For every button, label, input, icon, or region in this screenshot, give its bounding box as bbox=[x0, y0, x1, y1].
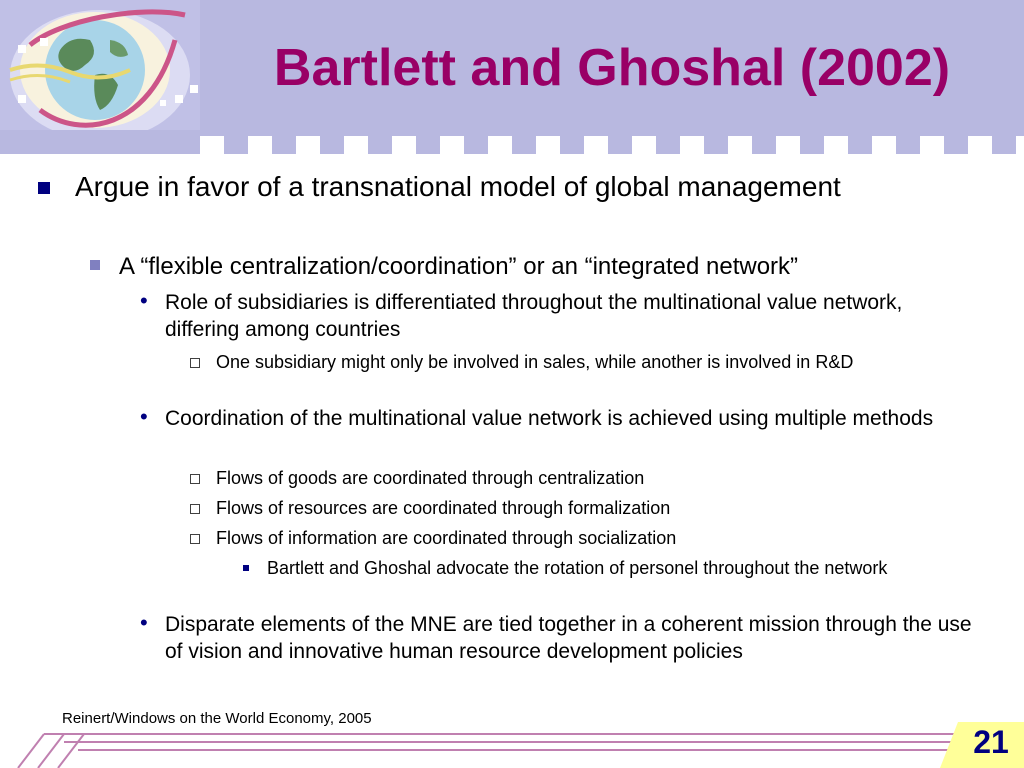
small-square-bullet-icon bbox=[243, 565, 249, 571]
bullet-level4: Flows of goods are coordinated through centralization bbox=[216, 468, 645, 488]
bullet-level2: A “flexible centralization/coordination” or an “integrated network” bbox=[119, 253, 799, 280]
bullet-level3: Disparate elements of the MNE are tied together in a coherent mission through the use of vision and innovative human resource development policies bbox=[165, 613, 972, 663]
slide-header bbox=[0, 0, 1024, 154]
header-checker-strip bbox=[0, 130, 1024, 154]
slide-title: Bartlett and Ghoshal (2002) bbox=[273, 39, 951, 97]
footer-decoration bbox=[0, 722, 1024, 768]
bullet-level4: Flows of information are coordinated through socialization bbox=[216, 528, 677, 548]
bullet-level1: Argue in favor of a transnational model of global management bbox=[75, 171, 841, 202]
hollow-square-bullet-icon bbox=[190, 474, 200, 484]
bullet-level3: Role of subsidiaries is differentiated throughout the multinational value network, differing among countries bbox=[165, 291, 903, 341]
dot-bullet-icon: • bbox=[140, 610, 148, 635]
page-number: 21 bbox=[973, 724, 1009, 760]
bullet-level3: Coordination of the multinational value network is achieved using multiple methods bbox=[165, 407, 934, 430]
bullet-level5: Bartlett and Ghoshal advocate the rotation of personel throughout the network bbox=[267, 558, 888, 578]
hollow-square-bullet-icon bbox=[190, 504, 200, 514]
globe-logo-icon bbox=[0, 0, 200, 150]
square-bullet-icon bbox=[38, 182, 50, 194]
bullet-level4: One subsidiary might only be involved in sales, while another is involved in R&D bbox=[216, 352, 854, 372]
slide-body bbox=[0, 168, 1024, 708]
footer-citation: Reinert/Windows on the World Economy, 2005 bbox=[62, 710, 372, 727]
hollow-square-bullet-icon bbox=[190, 358, 200, 368]
dot-bullet-icon: • bbox=[140, 404, 148, 429]
square-bullet-light-icon bbox=[90, 260, 100, 270]
dot-bullet-icon: • bbox=[140, 288, 148, 313]
bullet-level4: Flows of resources are coordinated through formalization bbox=[216, 498, 671, 518]
hollow-square-bullet-icon bbox=[190, 534, 200, 544]
